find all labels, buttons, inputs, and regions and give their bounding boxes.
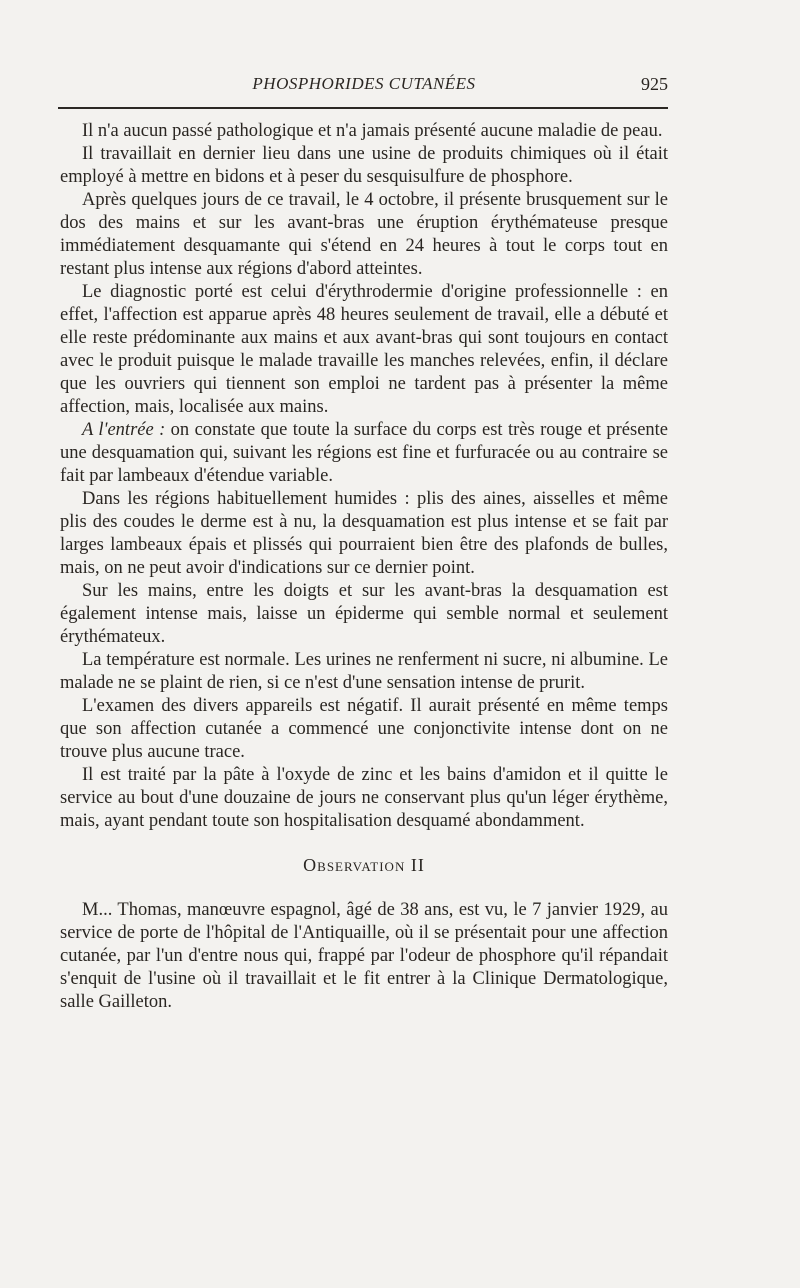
paragraph: Dans les régions habituellement humides : plis des aines, aisselles et même plis des coudes le derme est à nu, la desquamation est plus intense et se fait par larges lambeaux épais et plissés qui pourraient bien être des plafonds de bulles, mais, on ne peut avoir d'indications sur ce dernier point. <box>60 489 668 578</box>
paragraph: Le diagnostic porté est celui d'érythrodermie d'origine professionnelle : en effet, l'affection est apparue après 48 heures seulement de travail, elle a débuté et elle reste prédominante aux mains et aux avant-bras qui sont toujours en contact avec le produit puisque le malade travaille les manches relevées, enfin, il déclare que les ouvriers qui tiennent son emploi ne tardent pas à présenter la même affection, mais, localisée aux mains. <box>60 282 668 417</box>
paragraph-text: on constate que toute la surface du corps est très rouge et présente une desquamation qui, suivant les régions est fine et furfuracée ou au contraire se fait par lambeaux d'étendue variable. <box>60 420 669 486</box>
paragraph: Il est traité par la pâte à l'oxyde de zinc et les bains d'amidon et il quitte le service au bout d'une douzaine de jours ne conservant plus qu'un léger érythème, mais, ayant pendant toute son hospitalisation desquamé abondamment. <box>60 765 668 831</box>
running-title: PHOSPHORIDES CUTANÉES <box>252 74 476 93</box>
body-text <box>60 120 668 1014</box>
paragraph <box>60 419 668 488</box>
paragraph: L'examen des divers appareils est négatif. Il aurait présenté en même temps que son affection cutanée a commencé une conjonctivite intense dont on ne trouve plus aucune trace. <box>60 696 668 762</box>
paragraph: M... Thomas, manœuvre espagnol, âgé de 38 ans, est vu, le 7 janvier 1929, au service de porte de l'hôpital de l'Antiquaille, où il se présentait pour une affection cutanée, par l'un d'entre nous qui, frappé par l'odeur de phosphore qu'il répandait s'enquit de l'usine où il travaillait et le fit entrer à la Clinique Dermatologique, salle Gailleton. <box>60 900 668 1012</box>
section-heading: Observation II <box>303 855 425 875</box>
paragraph: Il travaillait en dernier lieu dans une usine de produits chimiques où il était employé à mettre en bidons et à peser du sesquisulfure de phosphore. <box>60 144 668 187</box>
page-number: 925 <box>641 74 668 94</box>
header-rule <box>58 107 668 109</box>
paragraph: Il n'a aucun passé pathologique et n'a jamais présenté aucune maladie de peau. <box>82 121 663 141</box>
paragraph: La température est normale. Les urines ne renferment ni sucre, ni albumine. Le malade ne se plaint de rien, si ce n'est d'une sensation intense de prurit. <box>60 650 668 693</box>
italic-lead: A l'entrée : <box>82 420 166 440</box>
paragraph: Sur les mains, entre les doigts et sur les avant-bras la desquamation est également intense mais, laisse un épiderme qui semble normal et seulement érythémateux. <box>60 581 668 647</box>
running-header <box>60 74 668 100</box>
paragraph: Après quelques jours de ce travail, le 4 octobre, il présente brusquement sur le dos des mains et sur les avant-bras une éruption érythémateuse presque immédiatement desquamante qui s'étend en 24 heures à tout le corps tout en restant plus intense aux régions d'abord atteintes. <box>60 190 668 279</box>
